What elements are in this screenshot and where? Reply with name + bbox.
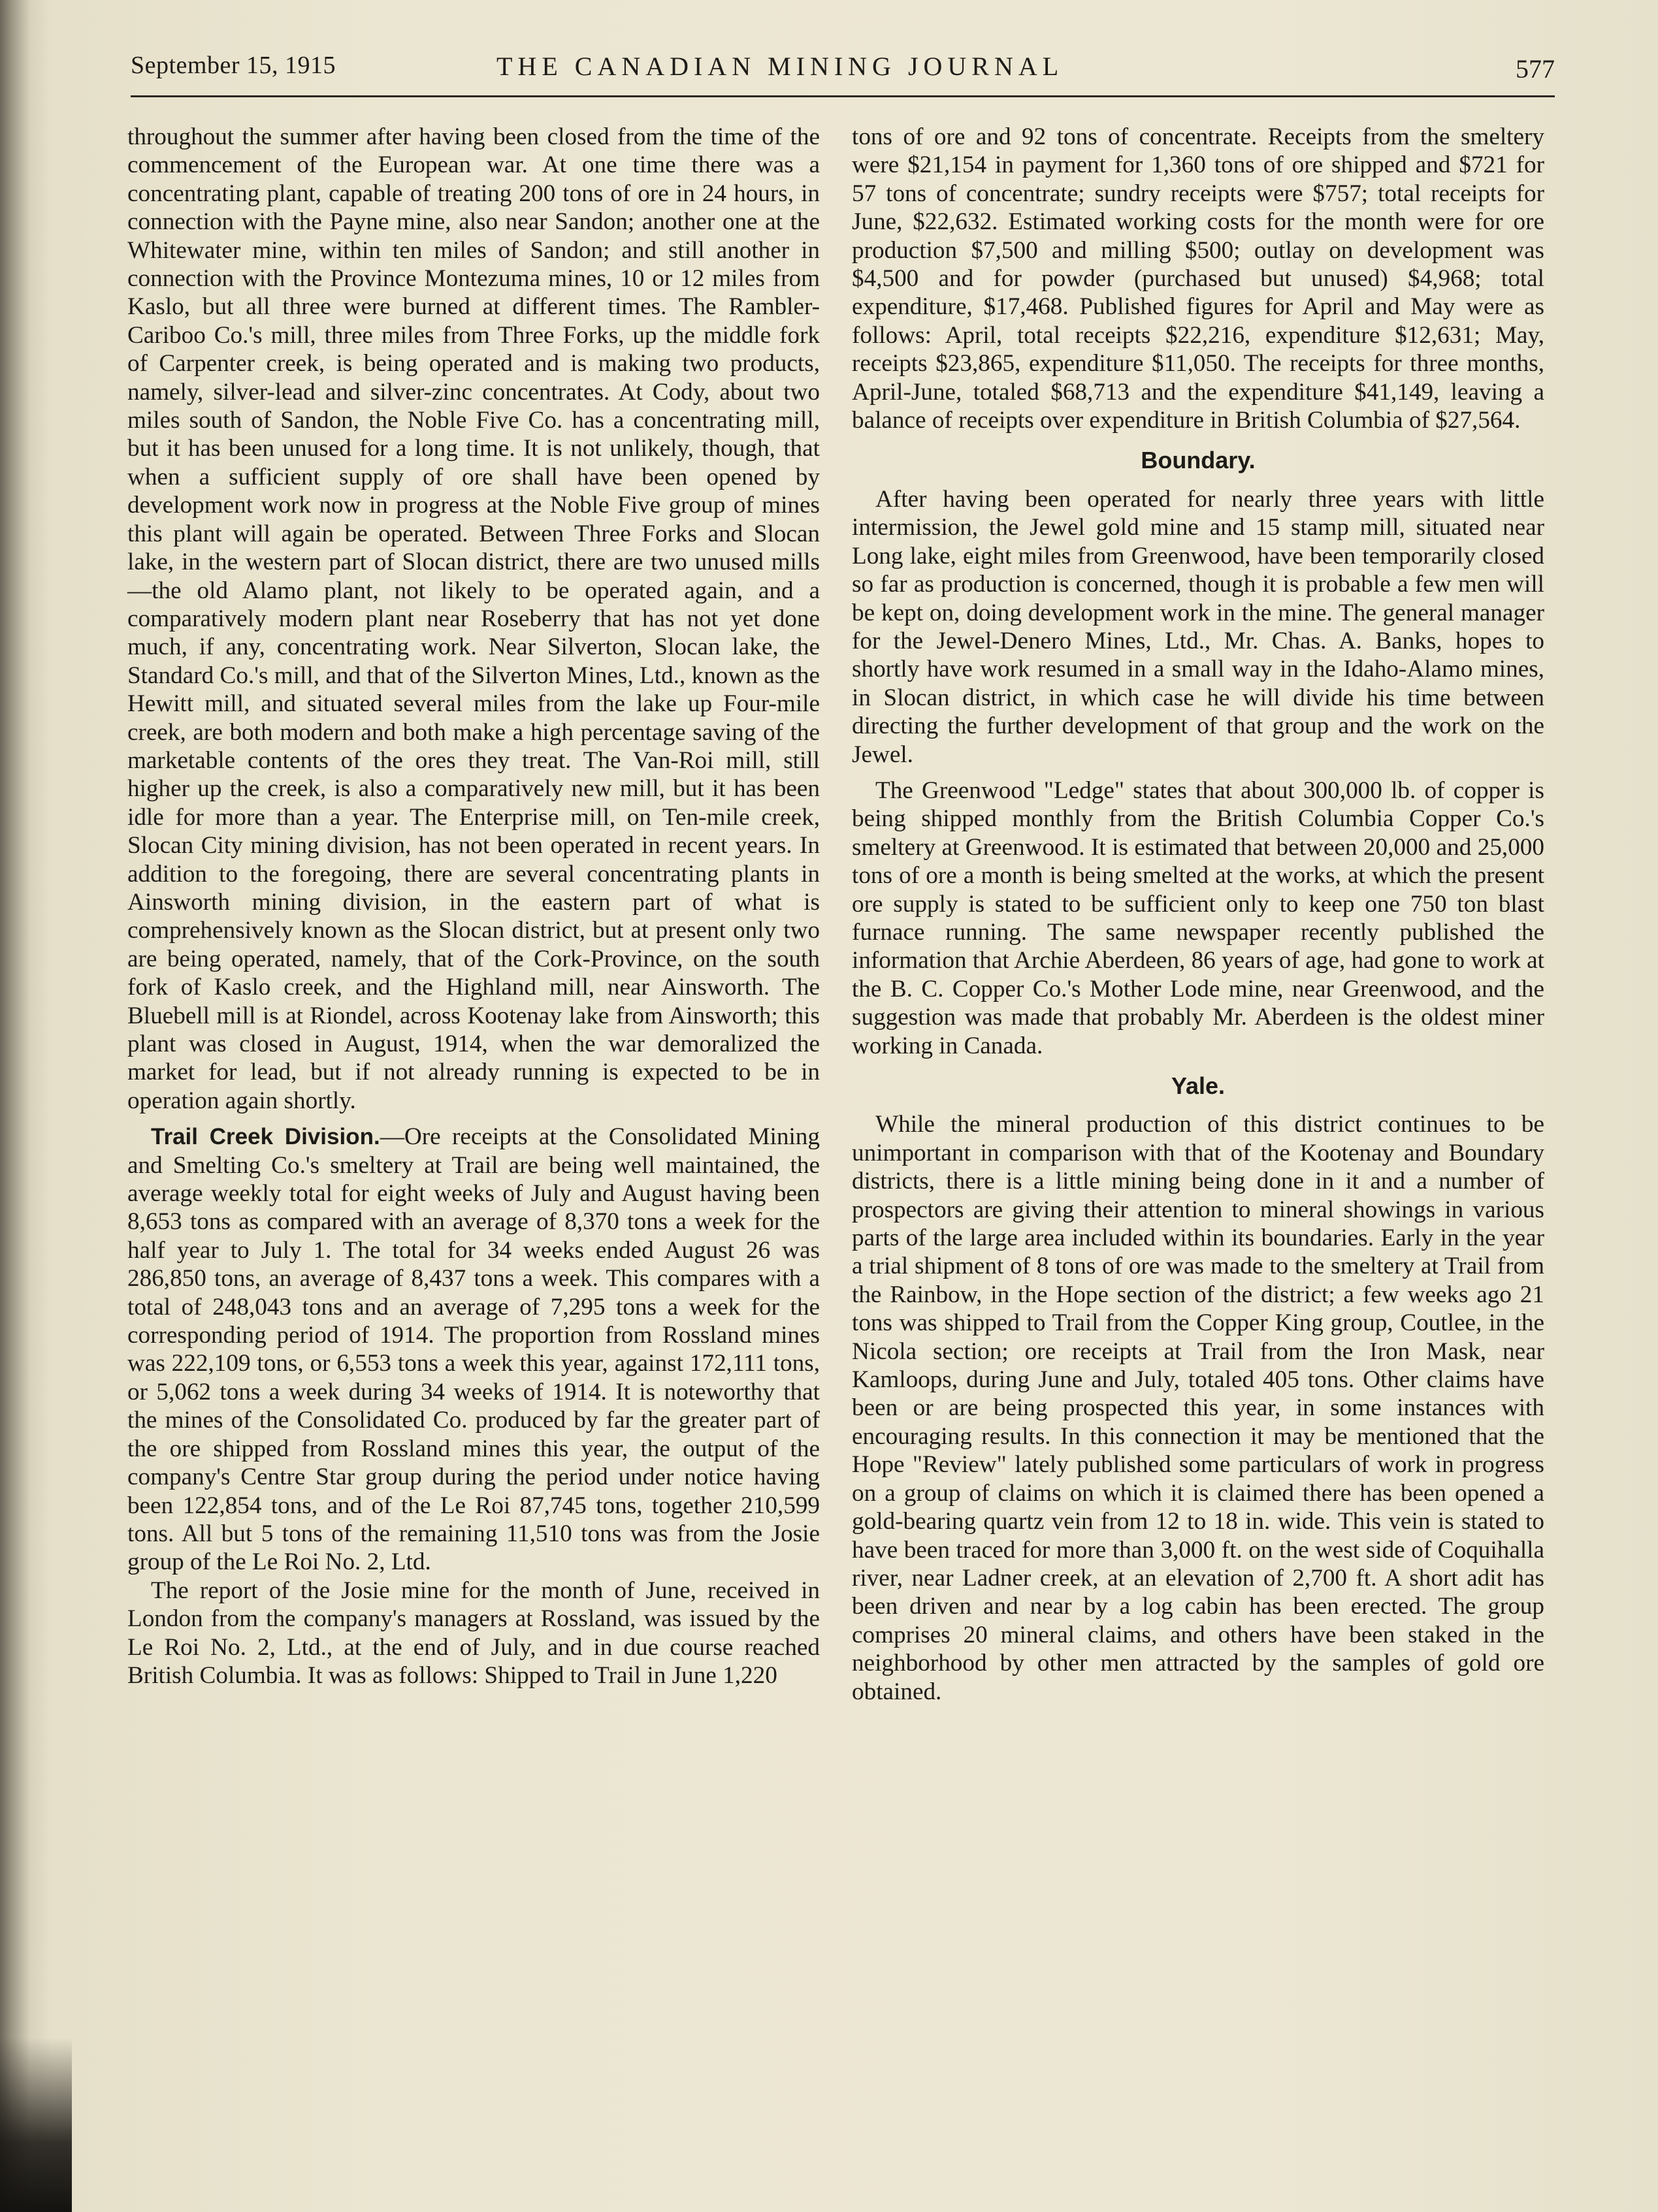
- header-date: September 15, 1915: [131, 52, 336, 79]
- page-number: 577: [1516, 54, 1555, 84]
- paragraph-yale-district: While the mineral production of this district continues to be unimportant in comparison with that of the Kootenay and Boundary districts, there is a little mining being done in it and a number of prospectors are giving their attention to mineral showings in various parts of the large area included within its boundaries. Early in the year a trial shipment of 8 tons of ore was made to the smeltery at Trail from the Rainbow, in the Hope section of the district; a few weeks ago 21 tons was shipped to Trail from the Copper King group, Coutlee, in the Nicola section; ore receipts at Trail from the Iron Mask, near Kamloops, during June and July, totaled 405 tons. Other claims have been or are being prospected this year, in some instances with encouraging results. In this connection it may be mentioned that the Hope "Review" lately published some particulars of work in progress on a group of claims on which it is claimed there has been opened a gold-bearing quartz vein from 12 to 18 in. wide. This vein is stated to have been traced for more than 3,000 ft. on the west side of Coquihalla river, near Ladner creek, at an elevation of 2,700 ft. A short adit has been driven and near by a log cabin has been erected. The group comprises 20 mineral claims, and others have been staked in the neighborhood by other men attracted by the samples of gold ore obtained.: [852, 1111, 1544, 1705]
- header-rule: [131, 95, 1555, 97]
- paragraph-greenwood-ledge: The Greenwood "Ledge" states that about 300,000 lb. of copper is being shipped monthly from the British Columbia Copper Co.'s smeltery at Greenwood. It is estimated that between 20,000 and 25,000 tons of ore a month is being smelted at the works, at which the present ore supply is stated to be sufficient only to keep one 750 ton blast furnace running. The same newspaper recently published the information that Archie Aberdeen, 86 years of age, had gone to work at the B. C. Copper Co.'s Mother Lode mine, near Greenwood, and the suggestion was made that probably Mr. Aberdeen is the oldest miner working in Canada.: [852, 777, 1544, 1059]
- right-column: [852, 123, 1544, 1706]
- trail-creek-heading: Trail Creek Division.: [151, 1124, 380, 1150]
- paragraph-slocan-mills: throughout the summer after having been closed from the time of the commencement of the European war. At one time there was a concentrating plant, capable of treating 200 tons of ore in 24 hours, in connection with the Payne mine, also near Sandon; another one at the Whitewater mine, within ten miles of Sandon; and still another in connection with the Province Montezuma mines, 10 or 12 miles from Kaslo, but all three were burned at different times. The Rambler-Cariboo Co.'s mill, three miles from Three Forks, up the middle fork of Carpenter creek, is being operated and is making two products, namely, silver-lead and silver-zinc concentrates. At Cody, about two miles south of Sandon, the Noble Five Co. has a concentrating mill, but it has been unused for a long time. It is not unlikely, though, that when a sufficient supply of ore shall have been opened by development work now in progress at the Noble Five group of mines this plant will again be operated. Between Three Forks and Slocan lake, in the western part of Slocan district, there are two unused mills—the old Alamo plant, not likely to be operated again, and a comparatively modern plant near Roseberry that has not yet done much, if any, concentrating work. Near Silverton, Slocan lake, the Standard Co.'s mill, and that of the Silverton Mines, Ltd., known as the Hewitt mill, and situated several miles from the lake up Four-mile creek, are both modern and both make a high percentage saving of the marketable contents of the ores they treat. The Van-Roi mill, still higher up the creek, is also a comparatively new mill, but it has been idle for more than a year. The Enterprise mill, on Ten-mile creek, Slocan City mining division, has not been operated in recent years. In addition to the foregoing, there are several concentrating plants in Ainsworth mining division, in the eastern part of what is comprehensively known as the Slocan district, but at present only two are being operated, namely, that of the Cork-Province, on the south fork of Kaslo creek, and the Highland mill, near Ainsworth. The Bluebell mill is at Riondel, across Kootenay lake from Ainsworth; this plant was closed in August, 1914, when the war demoralized the market for lead, but if not already running is expected to be in operation again shortly.: [127, 123, 820, 1114]
- paragraph-josie-report: The report of the Josie mine for the month of June, received in London from the company's managers at Rossland, was issued by the Le Roi No. 2, Ltd., at the end of July, and in due course reached British Columbia. It was as follows: Shipped to Trail in June 1,220: [127, 1577, 820, 1689]
- paragraph-trail-creek: [127, 1123, 820, 1577]
- page-edge-shadow: [0, 2038, 72, 2212]
- journal-title: THE CANADIAN MINING JOURNAL: [496, 52, 1064, 81]
- boundary-heading: Boundary.: [1141, 447, 1256, 474]
- yale-heading: Yale.: [1171, 1072, 1226, 1099]
- trail-creek-text: —Ore receipts at the Consolidated Mining and Smelting Co.'s smeltery at Trail are being well maintained, the average weekly total for eight weeks of July and August having been 8,653 tons as compared with an average of 8,370 tons a week for the half year to July 1. The total for 34 weeks ended August 26 was 286,850 tons, an average of 8,437 tons a week. This compares with a total of 248,043 tons and an average of 7,295 tons a week for the corresponding period of 1914. The proportion from Rossland mines was 222,109 tons, or 6,553 tons a week this year, against 172,111 tons, or 5,062 tons a week during 34 weeks of 1914. It is noteworthy that the mines of the Consolidated Co. produced by far the greater part of the ore shipped from Rossland mines this year, the output of the company's Centre Star group during the period under notice having been 122,854 tons, and of the Le Roi 87,745 tons, together 210,599 tons. All but 5 tons of the remaining 11,510 tons was from the Josie group of the Le Roi No. 2, Ltd.: [127, 1123, 820, 1576]
- paragraph-jewel-mine: After having been operated for nearly three years with little intermission, the Jewel gold mine and 15 stamp mill, situated near Long lake, eight miles from Greenwood, have been temporarily closed so far as production is concerned, though it is probable a few men will be kept on, doing development work in the mine. The general manager for the Jewel-Denero Mines, Ltd., Mr. Chas. A. Banks, hopes to shortly have work resumed in a small way in the Idaho-Alamo mines, in Slocan district, in which case he will divide his time between directing the further development of that group and the work on the Jewel.: [852, 485, 1544, 768]
- paragraph-josie-receipts: tons of ore and 92 tons of concentrate. Receipts from the smeltery were $21,154 in payment for 1,360 tons of ore shipped and $721 for 57 tons of concentrate; sundry receipts were $757; total receipts for June, $22,632. Estimated working costs for the month were for ore production $7,500 and milling $500; outlay on development was $4,500 and for powder (purchased but unused) $4,968; total expenditure, $17,468. Published figures for April and May were as follows: April, total receipts $22,216, expenditure $12,631; May, receipts $23,865, expenditure $11,050. The receipts for three months, April-June, totaled $68,713 and the expenditure $41,149, leaving a balance of receipts over expenditure in British Columbia of $27,564.: [852, 123, 1544, 434]
- running-header: [131, 51, 1555, 91]
- left-column: [127, 123, 820, 1690]
